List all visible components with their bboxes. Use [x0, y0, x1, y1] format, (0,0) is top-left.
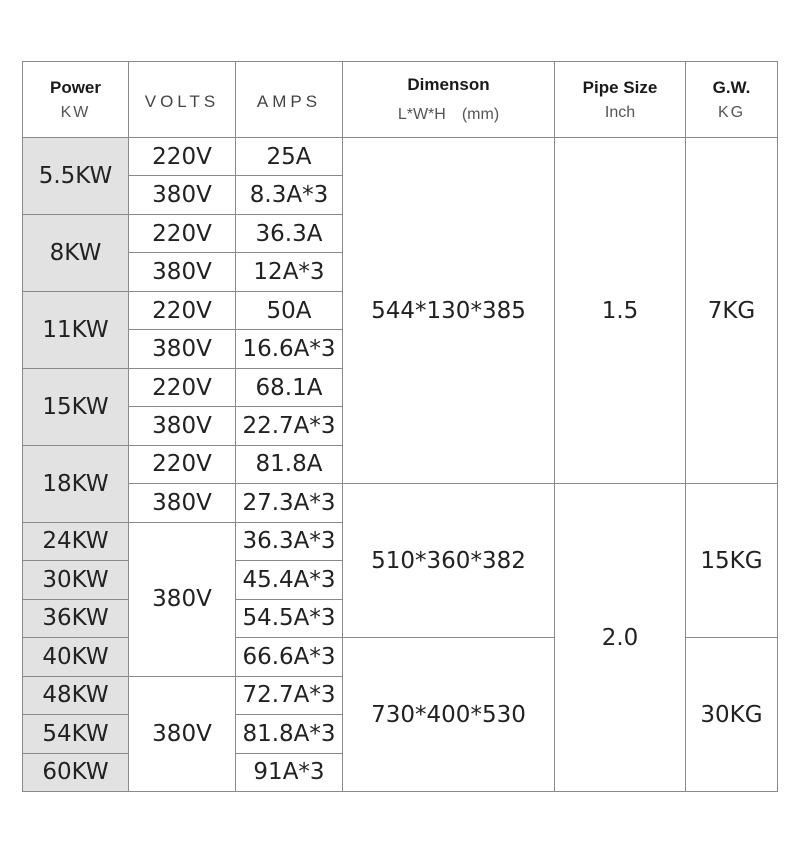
- header-gw-label: G.W.: [712, 77, 751, 97]
- amps-cell: 12A*3: [236, 253, 343, 291]
- amps-cell: 45.4A*3: [236, 561, 343, 599]
- amps-cell: 81.8A*3: [236, 715, 343, 753]
- header-gw: [686, 62, 778, 138]
- power-cell: 18KW: [23, 445, 129, 522]
- amps-cell: 8.3A*3: [236, 176, 343, 214]
- amps-cell: 54.5A*3: [236, 599, 343, 637]
- volts-cell: 220V: [129, 368, 236, 406]
- header-pipe: [555, 62, 686, 138]
- amps-cell: 68.1A: [236, 368, 343, 406]
- header-amps-label: AMPS: [256, 91, 322, 111]
- volts-cell: 380V: [129, 676, 236, 791]
- volts-cell: 380V: [129, 176, 236, 214]
- power-cell: 40KW: [23, 638, 129, 676]
- dimension-cell: 510*360*382: [343, 484, 555, 638]
- weight-cell: 7KG: [686, 138, 778, 484]
- dimension-cell: 544*130*385: [343, 138, 555, 484]
- power-cell: 60KW: [23, 753, 129, 792]
- spec-table: [22, 61, 778, 792]
- amps-cell: 27.3A*3: [236, 484, 343, 522]
- volts-cell: 380V: [129, 484, 236, 522]
- power-cell: 5.5KW: [23, 138, 129, 215]
- table-row: [23, 484, 778, 522]
- header-pipe-unit: Inch: [604, 103, 636, 121]
- amps-cell: 91A*3: [236, 753, 343, 792]
- header-dimension: [343, 62, 555, 138]
- pipe-size-cell: 2.0: [555, 484, 686, 792]
- power-cell: 15KW: [23, 368, 129, 445]
- power-cell: 8KW: [23, 214, 129, 291]
- header-gw-unit: KG: [717, 103, 746, 121]
- header-dimension-label: Dimenson: [407, 75, 490, 94]
- header-row: [23, 62, 778, 138]
- amps-cell: 72.7A*3: [236, 676, 343, 714]
- amps-cell: 22.7A*3: [236, 407, 343, 445]
- amps-cell: 66.6A*3: [236, 638, 343, 676]
- amps-cell: 81.8A: [236, 445, 343, 483]
- power-cell: 11KW: [23, 291, 129, 368]
- volts-cell: 220V: [129, 138, 236, 176]
- volts-cell: 380V: [129, 253, 236, 291]
- amps-cell: 36.3A: [236, 214, 343, 252]
- amps-cell: 36.3A*3: [236, 522, 343, 560]
- volts-cell: 220V: [129, 291, 236, 329]
- amps-cell: 25A: [236, 138, 343, 176]
- weight-cell: 30KG: [686, 638, 778, 792]
- header-amps: [236, 62, 343, 138]
- header-power: [23, 62, 129, 138]
- volts-cell: 380V: [129, 522, 236, 676]
- table-row: [23, 138, 778, 176]
- volts-cell: 220V: [129, 214, 236, 252]
- header-dimension-unit: L*W*H (mm): [397, 106, 500, 123]
- volts-cell: 380V: [129, 407, 236, 445]
- power-cell: 30KW: [23, 561, 129, 599]
- header-power-unit: KW: [60, 103, 91, 121]
- dimension-cell: 730*400*530: [343, 638, 555, 792]
- power-cell: 54KW: [23, 715, 129, 753]
- header-pipe-label: Pipe Size: [582, 77, 658, 97]
- power-cell: 24KW: [23, 522, 129, 560]
- amps-cell: 16.6A*3: [236, 330, 343, 368]
- power-cell: 48KW: [23, 676, 129, 714]
- power-cell: 36KW: [23, 599, 129, 637]
- amps-cell: 50A: [236, 291, 343, 329]
- header-volts: [129, 62, 236, 138]
- volts-cell: 220V: [129, 445, 236, 483]
- weight-cell: 15KG: [686, 484, 778, 638]
- header-volts-label: VOLTS: [144, 91, 220, 111]
- pipe-size-cell: 1.5: [555, 138, 686, 484]
- header-power-label: Power: [49, 77, 102, 97]
- volts-cell: 380V: [129, 330, 236, 368]
